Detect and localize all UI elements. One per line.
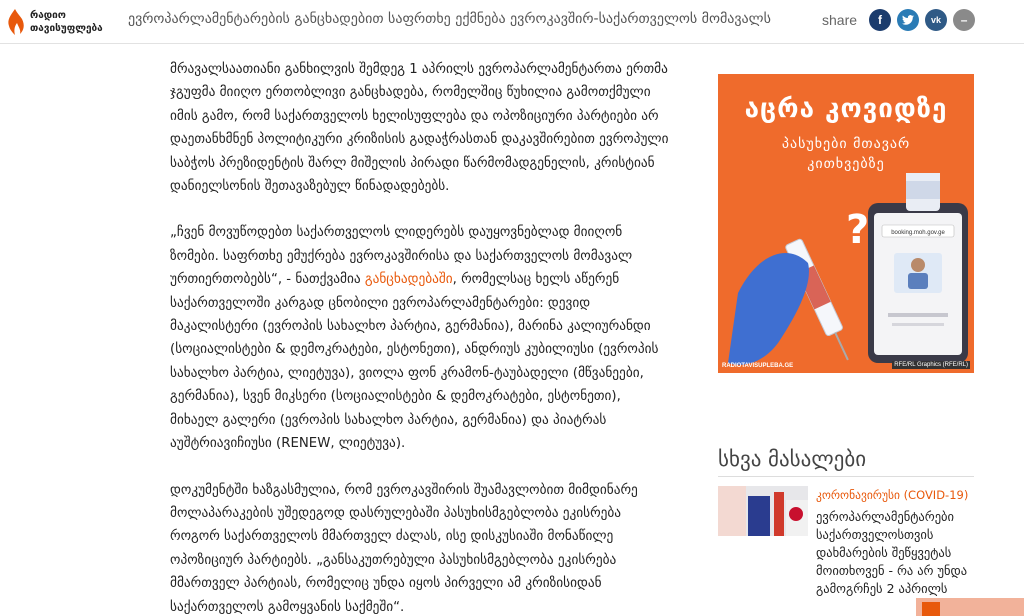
article-body: [170, 58, 670, 616]
article-paragraph-2: „ჩვენ მოვუწოდებთ საქართველოს ლიდერებს დაუყოვნებლად მიიღონ ზომები. საფრთხე ემუქრება ევროკავშირისა და საქართველოს მომავალ ურთიერთობებს“, - ნათქვამია განცხადებაში, რომელსაც ხელს აწერენ საქართველოში კარგად ცნობილი ევროპარლამენტარები: დევიდ მაკალისტერი (ევროპის სახალხო პარტია, გერმანია), მარინა კალიურანდი (სოციალისტები & დემოკრატები, ესტონეთი), ანდრიუს კუბილიუსი (ევროპის სახალხო პარტია, ლიეტუვა), ვიოლა ფონ კრამონ-ტაუბადელი (მწვანეები, გერმანია), სვენ მიკსერი (სოციალისტები & დემოკრატები, ესტონეთი), მიხაელ გალერი (ევროპის სახალხო პარტია, გერმანია) და პიატრას აუშტრიავიჩიუსი (RENEW, ლიეტუვა).: [170, 225, 659, 452]
twitter-share-button[interactable]: [897, 9, 919, 31]
page-title: ევროპარლამენტარების განცხადებით საფრთხე ექმნება ევროკავშირ-საქართველოს მომავალს: [128, 11, 771, 27]
ad-subtitle-1: პასუხები მთავარ: [781, 136, 911, 152]
related-divider: [718, 476, 974, 477]
question-mark-icon: ?: [846, 207, 870, 253]
facebook-share-button[interactable]: [869, 9, 891, 31]
vk-icon: vk: [931, 15, 942, 25]
statement-link[interactable]: განცხადებაში: [364, 272, 453, 288]
twitter-icon: [902, 15, 914, 25]
ad-subtitle-2: კითხვებზე: [807, 156, 885, 172]
ad-source-label: RADIOTAVISUPLEBA.GE: [722, 363, 794, 369]
share-label: share: [822, 12, 858, 28]
corner-promo[interactable]: [916, 598, 1024, 616]
logo-line-1: რადიო: [30, 10, 66, 21]
vaccination-ad-banner[interactable]: [718, 74, 974, 373]
gloved-hand-icon: [728, 253, 809, 365]
related-title-link[interactable]: ევროპარლამენტარები საქართველოსთვის დახმარების შეწყვეტას მოითხოვენ - რა არ უნდა გამოგრჩეს 2 აპრილს: [816, 509, 968, 596]
more-icon: –: [960, 13, 968, 27]
ad-title: აცრა კოვიდზე: [744, 94, 948, 124]
ad-illustration: [718, 173, 974, 373]
related-heading: სხვა მასალები: [718, 447, 867, 471]
related-category-link[interactable]: კორონავირუსი (COVID-19): [816, 488, 969, 502]
vaccine-vial-icon: [906, 173, 940, 211]
facebook-icon: f: [878, 13, 883, 27]
logo-flame-icon: [4, 7, 26, 37]
more-share-button[interactable]: [953, 9, 975, 31]
logo-line-2: თავისუფლება: [30, 23, 103, 34]
share-bar: [822, 9, 975, 31]
related-thumbnail-image: [718, 486, 808, 536]
site-logo[interactable]: [4, 4, 114, 40]
vk-share-button[interactable]: [925, 9, 947, 31]
corner-promo-icon: [922, 602, 940, 616]
article-paragraph-3: დოკუმენტში ხაზგასმულია, რომ ევროკავშირის შუამავლობით მიმდინარე მოლაპარაკების უშედეგოდ დასრულებაში პასუხისმგებლობა ეკისრება როგორ საქართველოს მმართველ ძალას, ისე დისკუსიაში მონაწილე ოპოზიციურ პარტიებს. „განსაკუთრებული პასუხისმგებლობა ეკისრება მმართველ პარტიას, რომელიც უნდა იყოს პირველი ამ კრიზისიდან საქართველოს გამოყვანის საქმეში“.: [170, 482, 638, 615]
related-thumbnail: [718, 486, 808, 536]
svg-text:booking.moh.gov.ge: booking.moh.gov.ge: [891, 230, 945, 236]
article-paragraph-1: მრავალსაათიანი განხილვის შემდეგ 1 აპრილს ევროპარლამენტართა ერთმა ჯგუფმა მიიღო ერთობლივი განცხადება, რომელშიც წუხილია გამოთქმული იმის გამო, რომ საქართველოს ხელისუფლება და ოპოზიციური პარტიები არ დაეთანხმნენ პოლიტიკური კრიზისის გადაჭრასთან დაკავშირებით ევროპული საბჭოს პრეზიდენტის შარლ მიშელის პირადი წარმომადგენელის, კრისტიან დანიელსონის შეთავაზებულ წინადადებებს.: [170, 62, 669, 195]
phone-icon: [868, 203, 968, 363]
ad-credit-label: RFE/RL Graphics (RFE/RL): [894, 362, 968, 368]
site-header: [0, 0, 1024, 44]
related-item[interactable]: [718, 486, 978, 616]
